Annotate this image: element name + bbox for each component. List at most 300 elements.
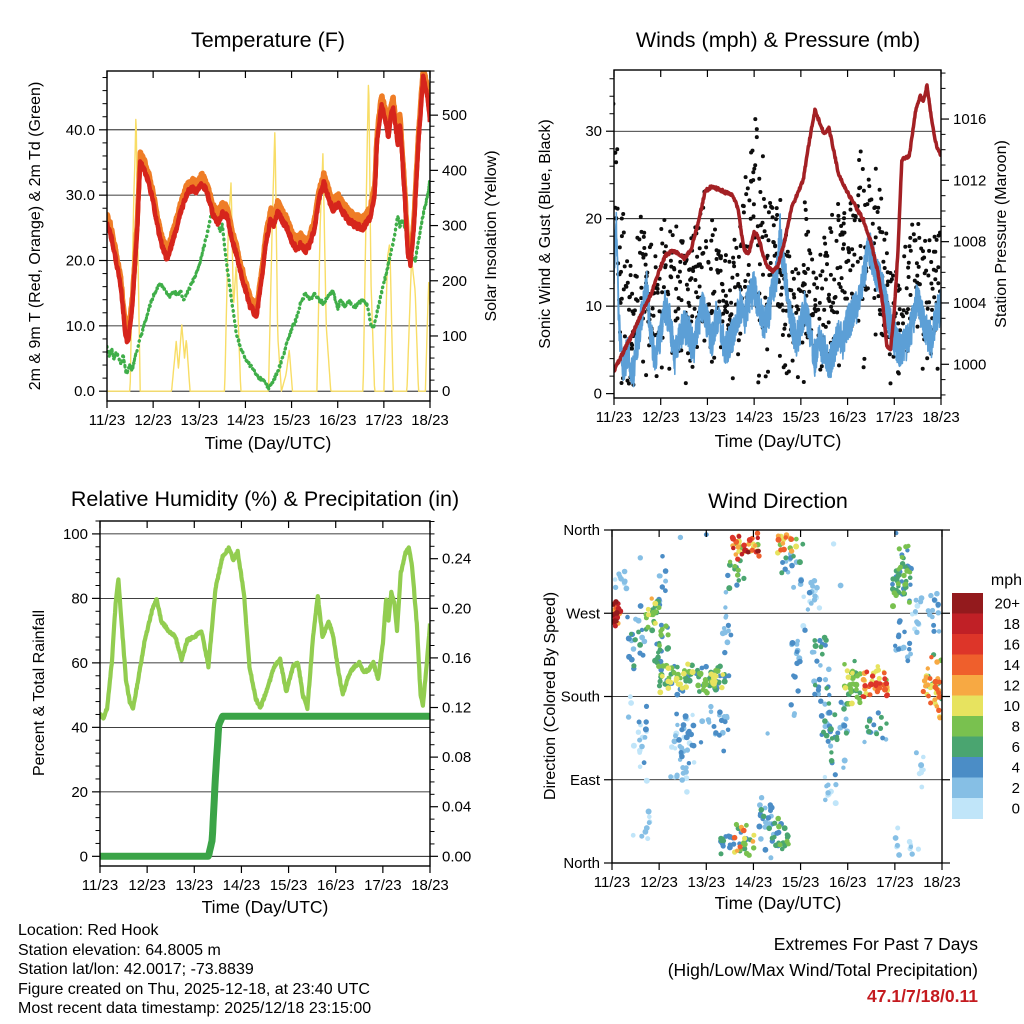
gust-dot [629,273,633,277]
gust-dot [761,221,765,225]
gust-dot [758,190,762,194]
gust-dot [732,261,736,265]
wind-direction-dot [896,852,902,858]
wind-direction-dot [726,623,731,628]
gust-dot [883,266,887,270]
gust-dot [832,278,836,282]
gust-dot [876,210,880,214]
gust-dot [774,217,778,221]
gust-dot [890,277,894,281]
wind-direction-dot [675,723,679,727]
wind-direction-dot [721,843,726,848]
svg-text:16/23: 16/23 [828,409,867,426]
gust-dot [629,264,633,268]
svg-text:West: West [566,605,600,623]
gust-dot [924,269,928,273]
wind-direction-dot [918,762,924,768]
gust-dot [743,285,747,289]
wind-direction-dot [628,700,634,706]
wind-direction-dot [732,835,738,841]
wind-direction-dot [643,726,649,732]
wind-direction-dot [823,775,827,779]
svg-text:12/23: 12/23 [134,412,172,429]
gust-dot [735,273,739,277]
figure-created-timestamp: Figure created on Thu, 2025-12-18, at 23:40 UTC [18,980,370,998]
wind-direction-dot [902,630,907,635]
gust-dot [627,308,631,312]
wind-direction-dot [833,800,839,806]
direction-x-axis-label: Time (Day/UTC) [714,893,842,913]
gust-dot [710,218,714,222]
gust-dot [660,290,664,294]
gust-dot [652,314,656,318]
wind-direction-dot [813,643,819,649]
svg-text:20: 20 [585,210,602,228]
wind-direction-dot [726,628,731,633]
gust-dot [747,198,751,202]
svg-text:30.0: 30.0 [65,187,95,205]
gust-dot [734,246,738,250]
gust-dot [618,245,622,249]
gust-dot [837,218,841,222]
gust-dot [879,197,883,201]
wind-direction-dot [644,778,650,784]
gust-dot [813,303,817,307]
wind-direction-dot [825,790,830,795]
gust-dot [907,275,911,279]
colorbar-band [952,798,983,819]
gust-dot [840,276,844,280]
wind-direction-dot [735,557,740,562]
gust-dot [811,313,815,317]
svg-text:0: 0 [1011,800,1020,818]
svg-text:16/23: 16/23 [318,412,357,429]
wind-direction-dot [613,585,618,590]
gust-dot [878,188,882,192]
wind-direction-dot [845,668,850,673]
wind-direction-dot [870,673,875,678]
wind-direction-dot [713,730,718,735]
gust-dot [662,218,666,222]
gust-dot [633,308,637,312]
gust-dot [767,238,771,242]
wind-direction-dot [638,555,643,560]
wind-direction-dot [822,718,828,724]
gust-dot [625,259,629,263]
wind-direction-dot [753,543,757,547]
svg-text:15/23: 15/23 [269,877,308,894]
gust-dot [838,265,842,269]
gust-dot [906,266,910,270]
wind-direction-dot [928,593,933,598]
gust-dot [721,289,725,293]
gust-dot [792,277,796,281]
wind-direction-dot [831,541,836,546]
wind-direction-dot [629,657,635,663]
wind-direction-dot [636,618,642,624]
gust-dot [747,263,751,267]
wind-direction-dot [907,839,913,845]
wind-direction-dot [666,665,672,671]
gust-dot [758,262,762,266]
svg-text:16/23: 16/23 [316,877,355,894]
gust-dot [662,285,666,289]
wind-direction-dot [734,822,739,827]
wind-direction-dot [795,650,800,655]
gust-dot [660,242,664,246]
station-latlon: Station lat/lon: 42.0017; -73.8839 [18,961,254,978]
svg-text:18/23: 18/23 [411,412,449,429]
gust-dot [854,215,858,219]
gust-dot [685,283,689,287]
wind-direction-dot [817,677,823,683]
wind-direction-dot [814,659,819,664]
wind-direction-dot [783,555,788,560]
gust-dot [761,273,765,277]
gust-dot [803,271,807,275]
gust-dot [724,294,728,298]
gust-dot [885,283,889,287]
svg-text:40.0: 40.0 [65,121,95,139]
gust-dot [796,271,800,275]
gust-dot [808,251,812,255]
gust-dot [752,214,756,218]
wind-direction-dot [639,834,644,839]
station-elevation: Station elevation: 64.8005 m [18,941,221,959]
wind-direction-dot [879,715,884,720]
wind-direction-dot [818,699,823,704]
wind-direction-dot [628,694,633,699]
wind-direction-dot [824,686,829,691]
wind-direction-dot [807,590,813,596]
gust-dot [724,253,728,257]
wind-direction-dot [895,843,900,848]
gust-dot [764,234,768,238]
wind-direction-dot [812,593,817,598]
wind-direction-dot [758,836,764,842]
wind-direction-dot [726,834,731,839]
wind-direction-dot [929,655,933,659]
gust-dot [669,275,673,279]
gust-dot [620,217,624,221]
svg-text:200: 200 [442,272,468,290]
svg-text:15/23: 15/23 [782,409,820,426]
wind-direction-dot [865,725,869,729]
wind-direction-dot [755,531,760,536]
gust-dot [849,208,853,212]
wind-direction-dot [791,585,796,590]
wind-direction-dot [934,659,940,665]
wind-direction-dot [795,688,800,693]
gust-dot [619,270,623,274]
gust-dot [761,235,765,239]
wind-direction-dot [824,733,830,739]
gust-dot [755,135,759,139]
wind-direction-dot [926,682,931,687]
sonic-wind-series [614,213,941,387]
wind-direction-dot [789,548,794,553]
gust-dot [802,263,806,267]
gust-dot [901,321,905,325]
svg-text:2: 2 [1011,779,1020,797]
svg-text:1012: 1012 [953,172,987,190]
wind-direction-dot [861,677,867,683]
wind-direction-dot [636,730,641,735]
wind-direction-dot [703,689,708,694]
gust-dot [761,154,765,158]
wind-direction-dot [933,679,939,685]
gust-dot [885,251,889,255]
svg-text:15/23: 15/23 [272,412,311,429]
gust-dot [681,239,685,243]
gust-dot [799,289,803,293]
wind-direction-dot [800,542,805,547]
wind-direction-dot [793,544,799,550]
wind-direction-dot [884,721,888,725]
wind-direction-dot [722,650,727,655]
wind-direction-dot [702,681,707,686]
wind-direction-dot [658,679,663,684]
wind-direction-dot [657,683,662,688]
gust-dot [825,254,829,258]
gust-dot [621,212,625,216]
gust-dot [817,317,821,321]
svg-text:8: 8 [1011,718,1020,736]
gust-dot [771,215,775,219]
gust-dot [842,211,846,215]
wind-direction-dot [768,855,773,860]
gust-dot [902,254,906,258]
gust-dot [812,282,816,286]
wind-direction-dot [718,836,724,842]
wind-direction-dot [823,638,828,643]
wind-direction-dot [699,718,705,724]
wind-direction-dot [818,663,823,668]
gust-dot [672,266,676,270]
wind-direction-dot [719,851,724,856]
gust-dot [830,213,834,217]
wind-direction-dot [737,534,742,539]
wind-direction-dot [665,646,671,652]
wind-direction-dot [744,851,750,857]
gust-dot [907,261,911,265]
colorbar-band [952,757,983,778]
gust-dot [927,300,931,304]
wind-direction-dot [794,537,799,542]
svg-text:0.16: 0.16 [442,649,472,667]
gust-dot [763,205,767,209]
gust-dot [632,312,636,316]
gust-dot [674,225,678,229]
wind-direction-dot [637,642,643,648]
gust-dot [766,254,770,258]
gust-dot [678,280,682,284]
svg-text:13/23: 13/23 [175,877,214,894]
gust-dot [818,273,822,277]
svg-text:17/23: 17/23 [876,874,914,891]
wind-direction-dot [660,674,665,679]
wind-direction-dot [896,567,901,572]
svg-text:13/23: 13/23 [180,412,219,429]
wind-direction-dot [736,568,741,573]
wind-direction-dot [838,583,844,589]
wind-direction-dot [675,665,680,670]
gust-dot [698,246,702,250]
svg-text:North: North [563,855,600,872]
gust-dot [908,236,912,240]
gust-dot [744,175,748,179]
gust-dot [822,308,826,312]
wind-direction-dot [658,647,663,652]
wind-direction-dot [741,828,747,834]
gust-dot [935,238,939,242]
gust-dot [865,202,869,206]
gust-dot [763,296,767,300]
gust-dot [814,276,818,280]
gust-dot [909,293,913,297]
gust-dot [818,253,822,257]
wind-direction-dot [723,615,728,620]
wind-direction-dot [657,689,663,695]
wind-direction-dot [657,643,662,648]
station-location: Location: Red Hook [18,922,159,939]
gust-dot [751,149,755,153]
svg-text:0: 0 [442,383,451,401]
gust-dot [813,298,817,302]
wind-direction-dot [827,701,832,706]
wind-direction-dot [746,550,751,555]
wind-direction-dot [841,706,847,712]
gust-dot [880,230,884,234]
gust-dot [771,240,775,244]
gust-dot [901,314,905,318]
wind-direction-dot [660,554,665,559]
wind-direction-dot [709,671,715,677]
wind-direction-dot [624,586,630,592]
gust-dot [664,263,668,267]
gust-dot [914,238,918,242]
wind-direction-chart-title: Wind Direction [708,489,848,513]
wind-direction-dot [685,731,690,736]
wind-direction-dot [823,798,828,803]
gust-dot [751,178,755,182]
gust-dot [775,206,779,210]
wind-direction-dot [690,669,696,675]
wind-direction-dot [678,535,683,540]
wind-direction-dot [726,673,731,678]
wind-direction-dot [713,679,718,684]
gust-dot [820,287,824,291]
gust-dot [688,304,692,308]
svg-text:4: 4 [1011,759,1020,777]
wind-direction-dot [864,670,869,675]
gust-dot [926,307,930,311]
gust-dot [850,247,854,251]
gust-dot [831,301,835,305]
winddir-panel [561,522,961,891]
svg-text:11/23: 11/23 [88,412,126,429]
gust-dot [843,290,847,294]
wind-direction-dot [833,782,838,787]
wind-direction-dot [866,729,871,734]
most-recent-data-timestamp: Most recent data timestamp: 2025/12/18 23:15:00 [18,1000,372,1017]
wind-direction-dot [802,628,807,633]
wind-direction-dot [791,673,795,677]
svg-text:80: 80 [71,590,88,608]
wind-direction-dot [882,676,887,681]
wind-direction-dot [915,621,921,627]
colorbar-unit-label: mph [990,572,1022,589]
wind-direction-dot [676,737,682,743]
wind-direction-dot [681,771,686,776]
wind-direction-dot [683,684,689,690]
wind-direction-dot [637,750,642,755]
wind-direction-dot [833,772,838,777]
svg-text:11/23: 11/23 [595,409,633,426]
wind-direction-dot [792,713,797,718]
wind-direction-dot [715,668,720,673]
wind-direction-dot [937,629,942,634]
gust-dot [810,258,814,262]
wind-direction-dot [789,563,795,569]
wind-direction-dot [719,685,724,690]
gust-dot [842,222,846,226]
humidity-left-axis-label: Percent & Total Rainfall [31,609,49,777]
wind-direction-dot [733,564,738,569]
humidity-precip-chart-title: Relative Humidity (%) & Precipitation (in) [70,487,460,511]
svg-text:14/23: 14/23 [226,412,265,429]
svg-text:14/23: 14/23 [222,877,261,894]
wind-direction-dot [658,632,663,637]
wind-direction-dot [755,549,759,553]
gust-dot [918,282,922,286]
gust-dot [906,307,910,311]
wind-direction-dot [659,623,664,628]
wind-pressure-chart-title: Winds (mph) & Pressure (mb) [635,28,921,52]
gust-dot [644,253,648,257]
gust-dot [829,230,833,234]
wind-direction-dot [828,743,833,748]
wind-direction-dot [935,602,941,608]
gust-dot [710,309,714,313]
svg-text:0.00: 0.00 [442,848,472,866]
wind-direction-dot [827,710,833,716]
wind-direction-dot [918,599,923,604]
wind-direction-dot [832,712,837,717]
wind-direction-dot [874,680,880,686]
wind-direction-dot [820,652,825,657]
svg-text:16: 16 [1003,636,1020,654]
gust-dot [803,282,807,286]
wind-direction-dot [742,836,747,841]
svg-text:12/23: 12/23 [640,874,678,891]
gust-dot [772,223,776,227]
svg-text:0.24: 0.24 [442,550,472,568]
svg-text:18: 18 [1003,615,1020,633]
gust-dot [691,269,695,273]
gust-dot [796,308,800,312]
wind-direction-dot [734,582,739,587]
gust-dot [742,210,746,214]
gust-dot [881,260,885,264]
gust-dot [707,302,711,306]
gust-dot [768,201,772,205]
gust-dot [877,226,881,230]
wind-direction-dot [657,573,662,578]
wind-direction-dot [669,744,675,750]
gust-dot [709,239,713,243]
gust-dot [929,260,933,264]
